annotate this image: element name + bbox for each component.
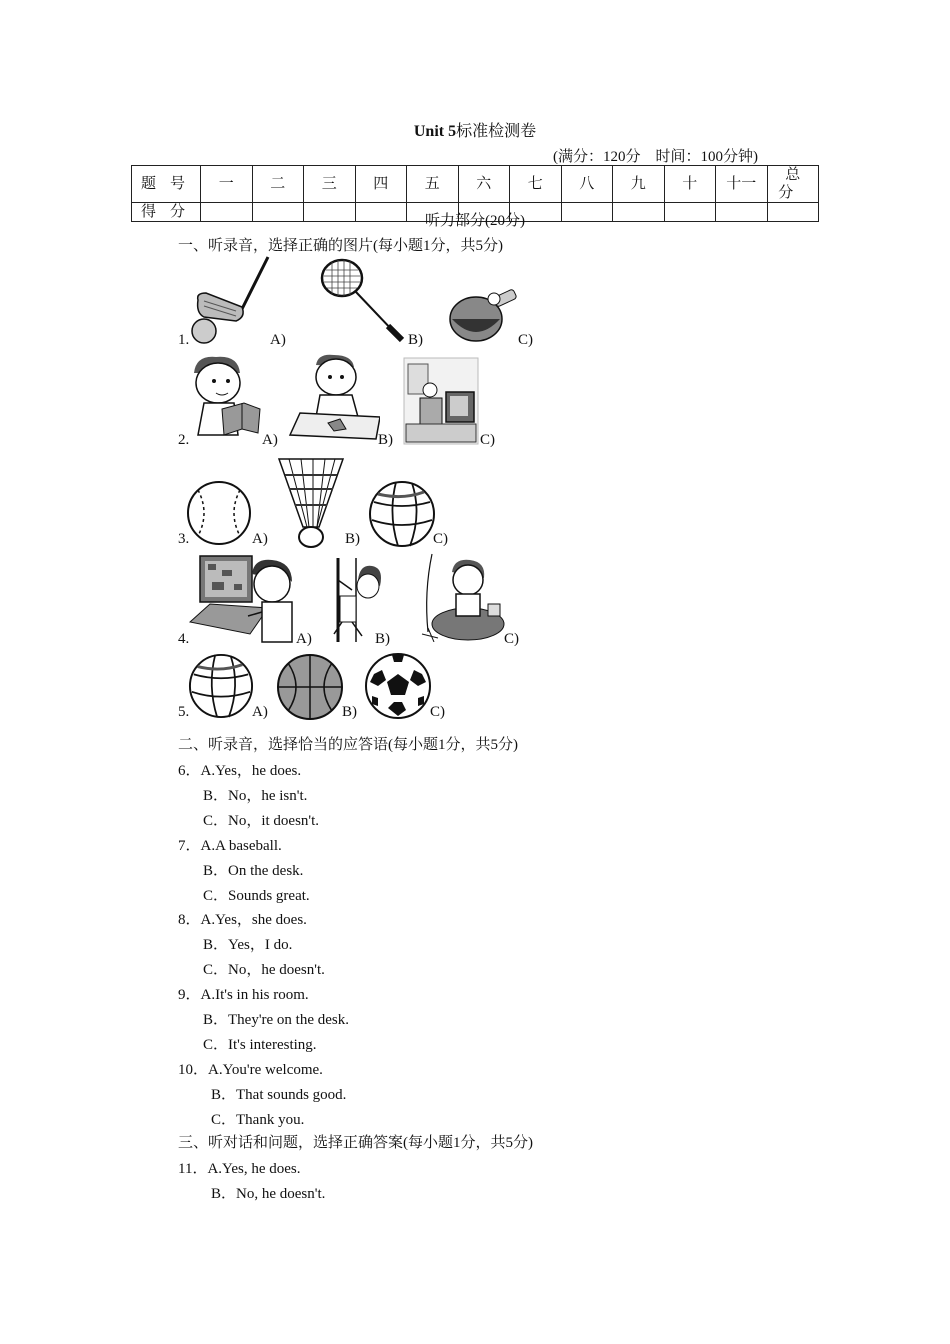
question-number: 8． <box>178 912 201 928</box>
question-number: 5. <box>178 704 190 720</box>
boy-fishing-icon <box>418 552 506 642</box>
boy-computer-icon <box>188 552 298 646</box>
option-text: C．Thank you. <box>211 1112 305 1128</box>
score-table-col: 二 <box>252 166 304 203</box>
score-table-header-label: 题号 <box>132 166 201 203</box>
score-table-header-row <box>132 166 819 203</box>
question-item <box>178 1058 323 1079</box>
section2-heading: 二、听录音，选择恰当的应答语(每小题1分，共5分) <box>178 737 518 753</box>
question-number: 10． <box>178 1062 209 1078</box>
option-c-label: C) <box>430 704 445 720</box>
option-c-label: C) <box>480 432 495 448</box>
option-c-label: C) <box>518 332 533 348</box>
option-text: A.A baseball. <box>200 838 282 854</box>
option-text: A.Yes, he does. <box>207 1161 301 1177</box>
listening-heading: 听力部分(20分) <box>425 213 525 229</box>
boy-drawing-icon <box>288 353 380 443</box>
score-table-score-label: 得分 <box>132 203 201 222</box>
score-table-col: 七 <box>510 166 562 203</box>
option-text: A.You're welcome. <box>208 1062 323 1078</box>
option-b-label: B) <box>408 332 423 348</box>
question-number: 11． <box>178 1161 208 1177</box>
question-number: 1. <box>178 332 190 348</box>
option-a-label: A) <box>270 332 286 348</box>
option-b-label: B) <box>375 631 390 647</box>
option-c-label: C) <box>433 531 448 547</box>
section3-heading: 三、听对话和问题，选择正确答案(每小题1分，共5分) <box>178 1135 533 1151</box>
option-text: B．On the desk. <box>203 863 304 879</box>
volleyball-icon <box>188 653 254 719</box>
golf-club-icon <box>190 255 272 345</box>
question-number: 2. <box>178 432 190 448</box>
question-number: 4. <box>178 631 190 647</box>
option-text: A.It's in his room. <box>200 987 309 1003</box>
option-text: B．That sounds good. <box>211 1087 347 1103</box>
question-item <box>178 834 282 855</box>
option-a-label: A) <box>296 631 312 647</box>
shuttlecock-icon <box>275 455 347 549</box>
option-text: C．No，he doesn't. <box>203 962 325 978</box>
score-table-col: 一 <box>201 166 253 203</box>
option-b-label: B) <box>378 432 393 448</box>
score-table-col: 八 <box>561 166 613 203</box>
option-text: B．They're on the desk. <box>203 1012 350 1028</box>
score-table-col: 六 <box>458 166 510 203</box>
score-table-col: 总分 <box>767 166 819 203</box>
score-table-col: 五 <box>407 166 459 203</box>
question-item <box>178 1157 301 1178</box>
score-table-col: 四 <box>355 166 407 203</box>
option-text: B．No，he isn't. <box>203 788 308 804</box>
option-b-label: B) <box>342 704 357 720</box>
question-number: 6． <box>178 763 201 779</box>
section1-heading: 一、听录音，选择正确的图片(每小题1分，共5分) <box>178 238 503 254</box>
option-a-label: A) <box>252 531 268 547</box>
score-table-col: 十一 <box>716 166 768 203</box>
badminton-racket-icon <box>318 256 408 344</box>
option-text: B．No, he doesn't. <box>211 1186 326 1202</box>
exam-meta: (满分：120分 时间：100分钟) <box>553 149 758 165</box>
title-text: 标准检测卷 <box>456 123 537 140</box>
option-text: A.Yes，she does. <box>200 912 307 928</box>
score-table-col: 三 <box>304 166 356 203</box>
soccer-ball-icon <box>364 652 432 720</box>
option-text: C．It's interesting. <box>203 1037 317 1053</box>
option-text: C．Sounds great. <box>203 888 310 904</box>
question-number: 3. <box>178 531 190 547</box>
score-table-col: 九 <box>613 166 665 203</box>
option-a-label: A) <box>262 432 278 448</box>
option-text: C．No，it doesn't. <box>203 813 320 829</box>
question-item <box>178 983 309 1004</box>
page-title <box>0 118 950 141</box>
ping-pong-paddle-icon <box>448 285 522 347</box>
option-text: B．Yes，I do. <box>203 937 293 953</box>
question-number: 7． <box>178 838 201 854</box>
basketball-icon <box>276 653 344 721</box>
option-c-label: C) <box>504 631 519 647</box>
question-item <box>178 759 301 780</box>
title-unit: Unit 5 <box>413 123 457 140</box>
score-table-col: 十 <box>664 166 716 203</box>
question-number: 9． <box>178 987 201 1003</box>
option-text: A.Yes，he does. <box>200 763 302 779</box>
boy-reading-icon <box>186 353 264 441</box>
volleyball-icon <box>368 480 436 548</box>
boy-watching-tv-icon <box>402 356 480 446</box>
option-b-label: B) <box>345 531 360 547</box>
option-a-label: A) <box>252 704 268 720</box>
baseball-icon <box>186 480 252 546</box>
question-item <box>178 908 307 929</box>
